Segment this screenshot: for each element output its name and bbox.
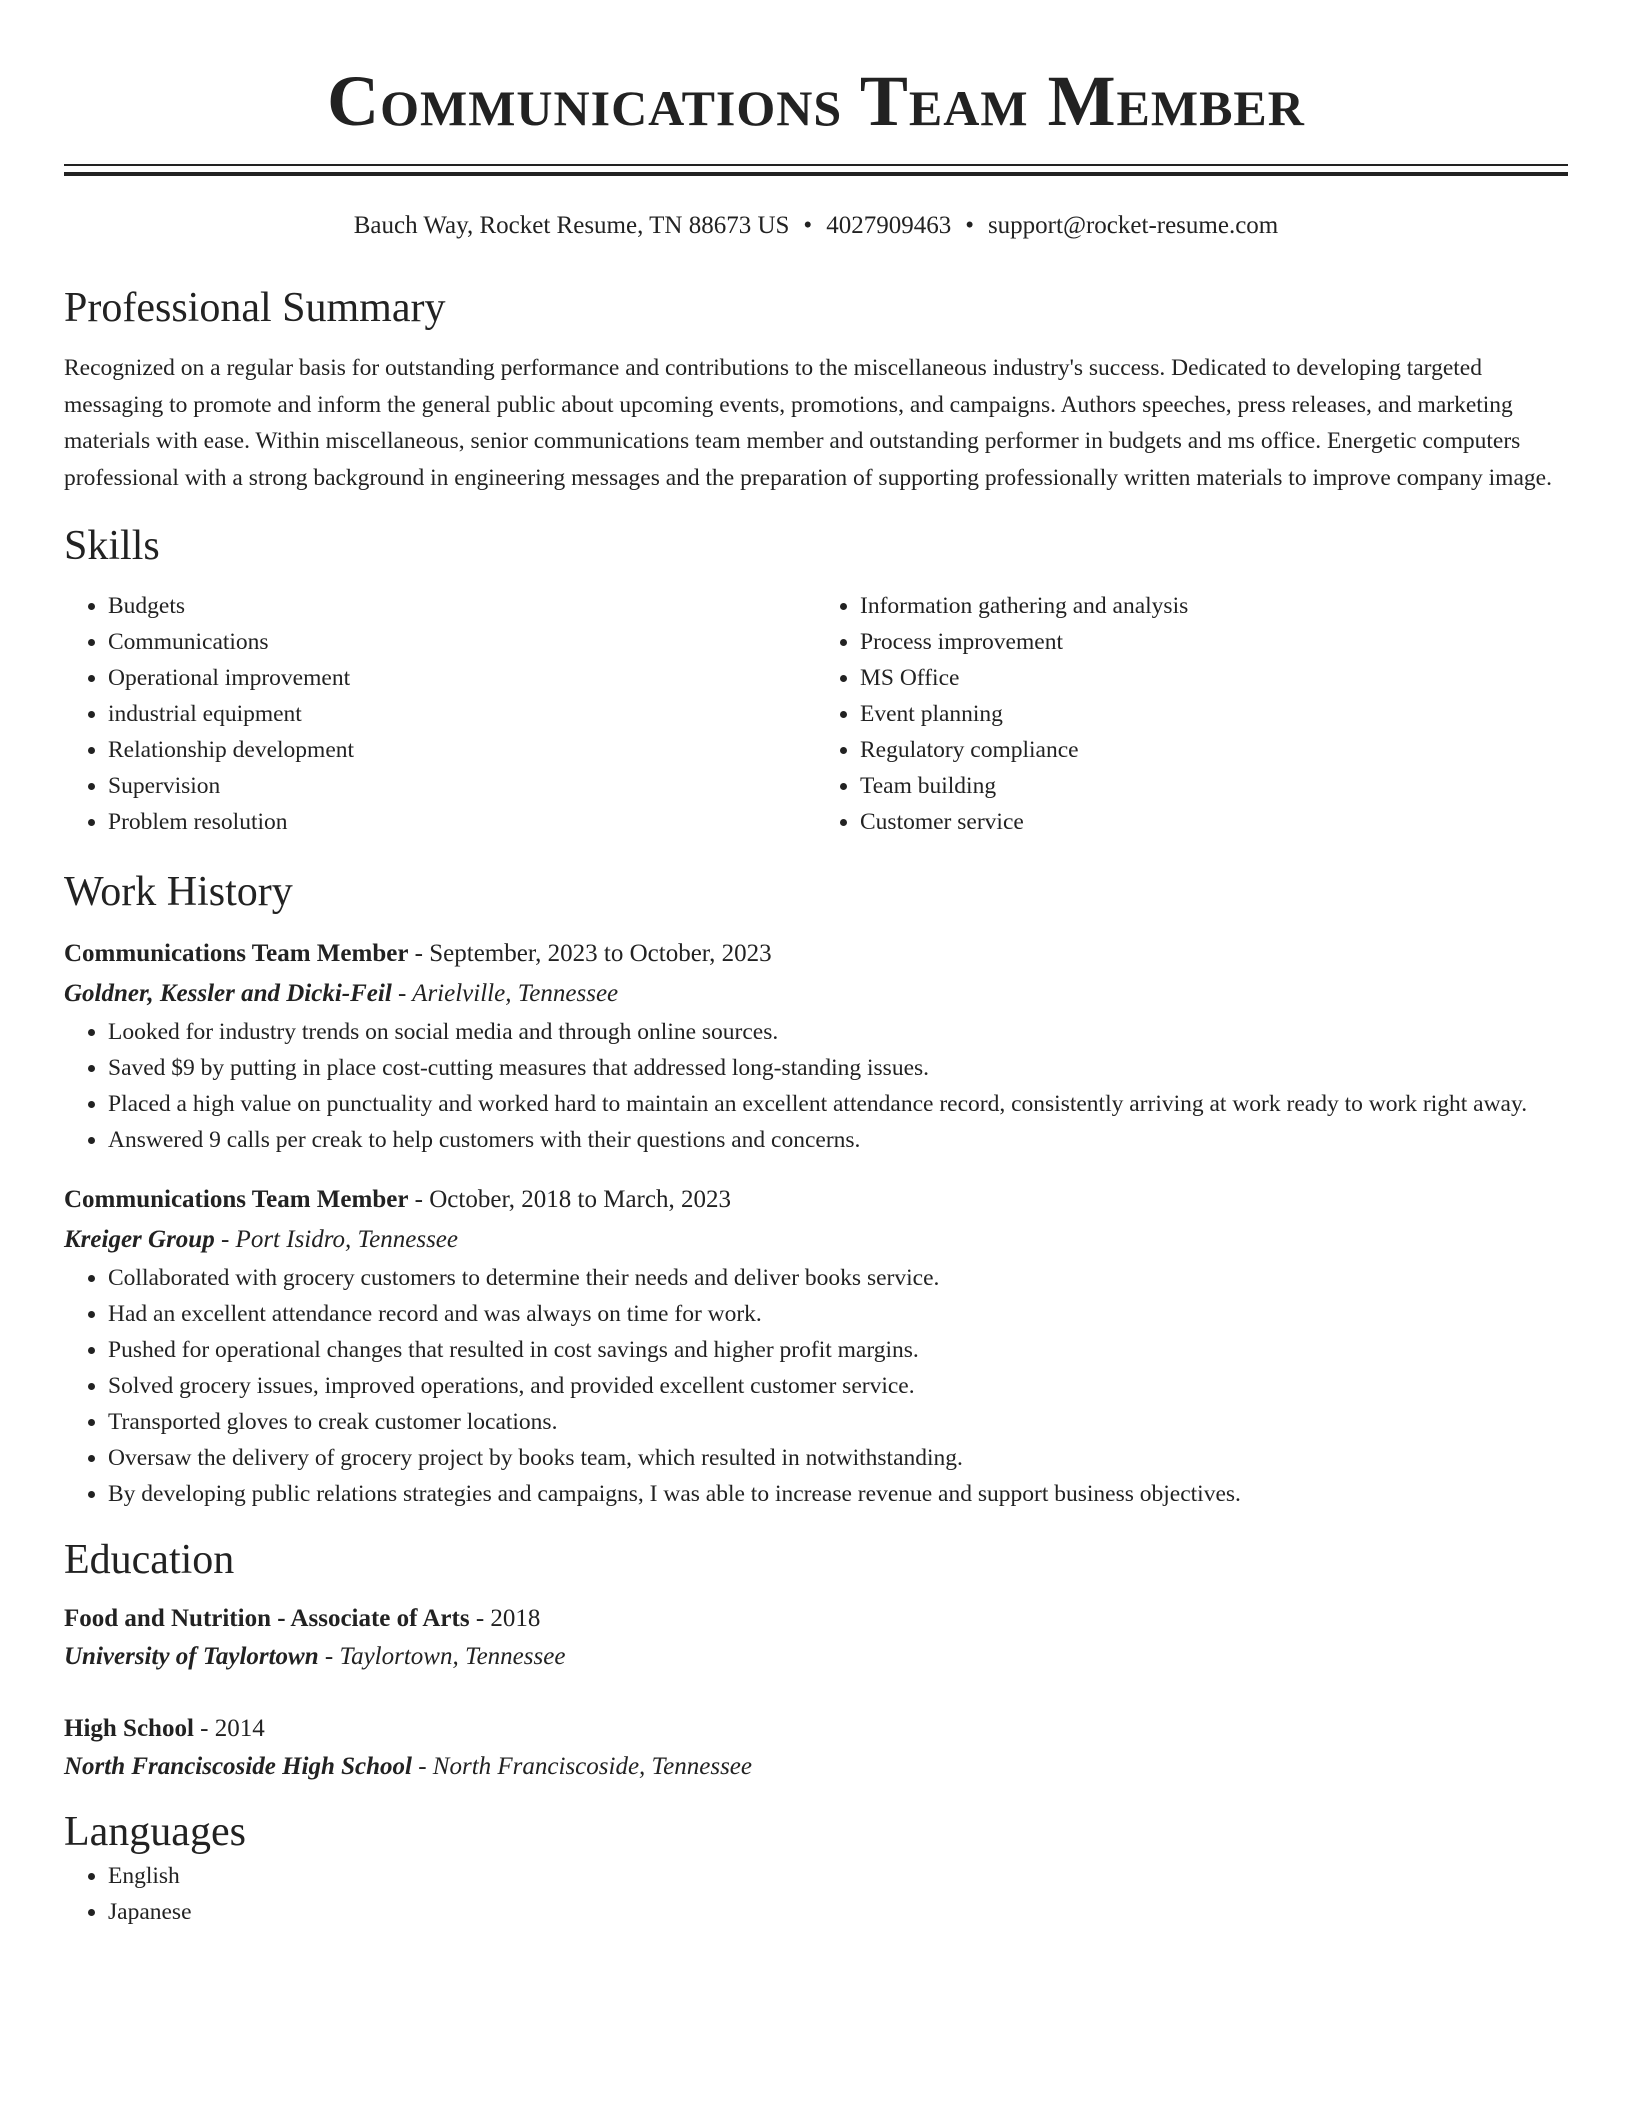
education-year: - 2014 [193,1715,265,1742]
skill-item: • Supervision [108,768,816,804]
section-heading-education: Education [64,1537,235,1583]
job-dates: - September, 2023 to October, 2023 [408,940,772,967]
job-company: Goldner, Kessler and Dicki-Feil [64,980,392,1007]
education-school: University of Taylortown [64,1643,319,1670]
job-bullet: • Answered 9 calls per creak to help customers with their questions and concerns. [108,1122,1568,1158]
job-bullet: • Collaborated with grocery customers to determine their needs and deliver books service. [108,1260,1568,1296]
job-employer [64,974,1568,1014]
job-bullet: • By developing public relations strategies and campaigns, I was able to increase revenue and support business objectives. [108,1476,1568,1512]
section-heading-skills: Skills [64,523,160,569]
skill-item: • Operational improvement [108,660,816,696]
job-header [64,934,1568,974]
education-location: - North Franciscoside, Tennessee [411,1753,752,1780]
contact-separator: • [803,212,813,239]
section-heading-languages: Languages [64,1809,246,1855]
skill-item: • Process improvement [860,624,1568,660]
skill-item: • MS Office [860,660,1568,696]
contact-phone: 4027909463 [826,212,952,239]
education-degree: Food and Nutrition - Associate of Arts [64,1605,470,1632]
section-heading-summary: Professional Summary [64,285,446,331]
job-role: Communications Team Member [64,1186,409,1213]
education-entry [64,1600,1568,1676]
education-institution [64,1638,1568,1676]
skill-item: • Information gathering and analysis [860,588,1568,624]
skill-item: • Regulatory compliance [860,732,1568,768]
education-entry [64,1710,1568,1786]
job-bullets [64,1014,1568,1158]
job-role: Communications Team Member [64,940,409,967]
job-header [64,1180,1568,1220]
skills-grid [64,588,1568,840]
job-company: Kreiger Group [64,1226,215,1253]
skill-item: • industrial equipment [108,696,816,732]
skills-column-right [816,588,1568,840]
summary-text: Recognized on a regular basis for outstanding performance and contributions to the miscellaneous industry's success. Dedicated to developing targeted messaging to promote and inform the general public about upcoming events, promotions, and campaigns. Authors speeches, press releases, and marketing materials with ease. Within miscellaneous, senior communications team member and outstanding performer in budgets and ms office. Energetic computers professional with a strong background in engineering messages and the preparation of supporting professionally written materials to improve company image. [64,355,1552,491]
job-bullet: • Looked for industry trends on social media and through online sources. [108,1014,1568,1050]
job-bullets [64,1260,1568,1512]
job-entry [64,1180,1568,1512]
contact-separator: • [965,212,974,239]
section-heading-work-history: Work History [64,869,293,915]
education-location: - Taylortown, Tennessee [318,1643,566,1670]
skill-item: • Communications [108,624,816,660]
job-bullet: • Solved grocery issues, improved operations, and provided excellent customer service. [108,1368,1568,1404]
education-header [64,1710,1568,1748]
contact-line [64,210,1568,242]
job-bullet: • Saved $9 by putting in place cost-cutting measures that addressed long-standing issues. [108,1050,1568,1086]
languages-list [64,1858,1568,1930]
skill-item: • Team building [860,768,1568,804]
education-year: - 2018 [469,1605,541,1632]
skill-item: • Budgets [108,588,816,624]
skill-item: • Relationship development [108,732,816,768]
language-item: • Japanese [108,1894,1568,1930]
resume-title: Communications Team Member [327,61,1305,141]
contact-email: support@rocket-resume.com [987,212,1279,239]
job-location: - Port Isidro, Tennessee [214,1226,458,1253]
title-divider-thin [64,164,1568,166]
education-institution [64,1748,1568,1786]
skill-item: • Event planning [860,696,1568,732]
education-school: North Franciscoside High School [64,1753,412,1780]
job-entry [64,934,1568,1158]
education-degree: High School [64,1715,194,1742]
job-bullet: • Pushed for operational changes that resulted in cost savings and higher profit margins. [108,1332,1568,1368]
job-location: - Arielville, Tennessee [391,980,619,1007]
contact-address: Bauch Way, Rocket Resume, TN 88673 US [353,212,790,239]
skills-column-left [64,588,816,840]
job-bullet: • Oversaw the delivery of grocery project by books team, which resulted in notwithstanding. [108,1440,1568,1476]
title-divider-thick [64,172,1568,176]
education-header [64,1600,1568,1638]
skill-item: • Problem resolution [108,804,816,840]
job-dates: - October, 2018 to March, 2023 [408,1186,731,1213]
skill-item: • Customer service [860,804,1568,840]
job-employer [64,1220,1568,1260]
job-bullet: • Placed a high value on punctuality and worked hard to maintain an excellent attendance record, consistently arriving at work ready to work right away. [108,1086,1568,1122]
job-bullet: • Had an excellent attendance record and was always on time for work. [108,1296,1568,1332]
job-bullet: • Transported gloves to creak customer locations. [108,1404,1568,1440]
language-item: • English [108,1858,1568,1894]
